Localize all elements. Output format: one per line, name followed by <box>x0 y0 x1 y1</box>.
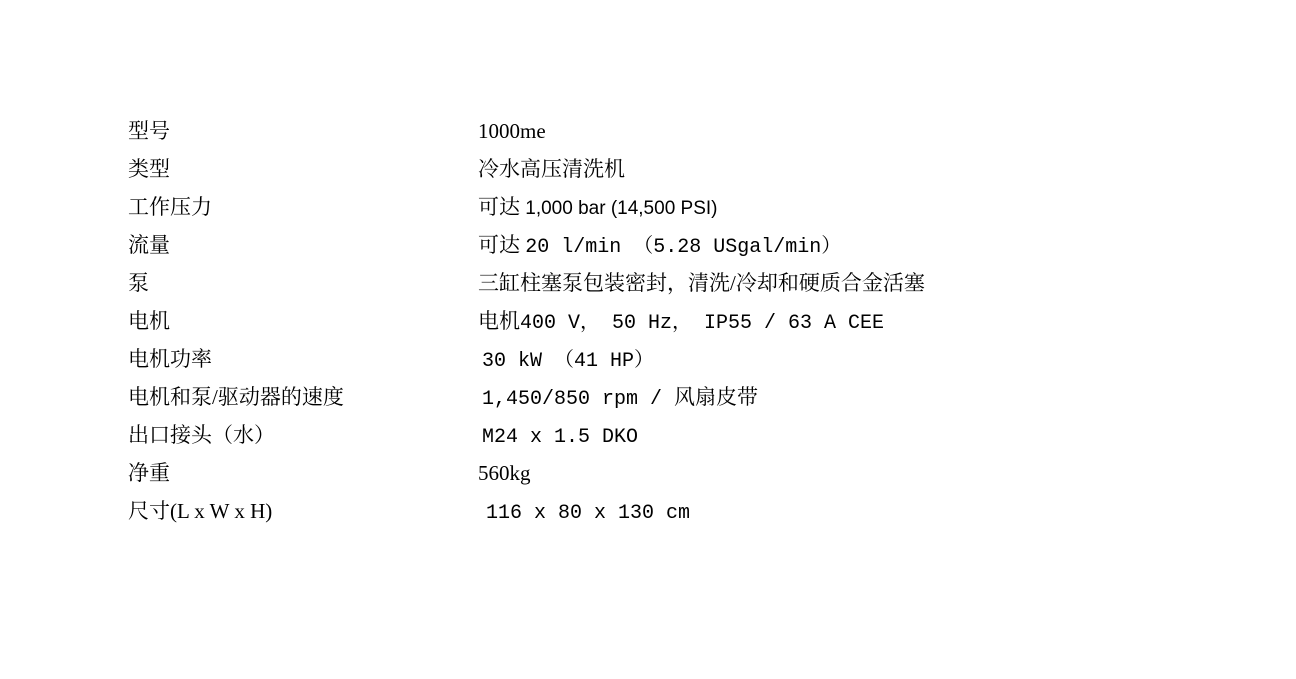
spec-value: 冷水高压清洗机 <box>478 157 625 181</box>
spec-label: 电机 <box>128 309 170 333</box>
spec-value: 116 x 80 x 130 cm <box>486 502 691 525</box>
spec-label: 净重 <box>128 461 170 485</box>
spec-value <box>478 302 1178 343</box>
table-row <box>128 454 1178 492</box>
table-row <box>128 340 1178 378</box>
table-row <box>128 264 1178 302</box>
spec-value <box>478 188 1178 228</box>
spec-value-cjk: 可达 <box>478 195 526 219</box>
spec-value-latin: 1,000 bar (14,500 PSI) <box>525 198 718 219</box>
spec-label: 工作压力 <box>128 195 212 219</box>
table-row <box>128 378 1178 416</box>
spec-label: 流量 <box>128 233 170 257</box>
spec-value <box>478 378 1178 419</box>
spec-value-latin: 20 l/min （5.28 USgal/min） <box>525 236 842 259</box>
table-row <box>128 492 1178 530</box>
spec-value-cjk: 电机 <box>478 309 520 333</box>
table-row <box>128 416 1178 454</box>
spec-value: M24 x 1.5 DKO <box>482 426 639 449</box>
spec-value: 560kg <box>478 461 531 485</box>
spec-label: 电机和泵/驱动器的速度 <box>128 385 344 409</box>
spec-value-cjk: 可达 <box>478 233 526 257</box>
spec-label: 泵 <box>128 271 149 295</box>
spec-value: 1000me <box>478 119 546 143</box>
spec-label: 电机功率 <box>128 347 212 371</box>
table-row <box>128 188 1178 226</box>
spec-label: 类型 <box>128 157 170 181</box>
specification-table <box>128 112 1178 530</box>
spec-value-cjk: 风扇皮带 <box>674 385 759 409</box>
spec-label: 出口接头（水） <box>128 423 275 447</box>
table-row <box>128 302 1178 340</box>
table-row <box>128 226 1178 264</box>
spec-value-latin: 400 V， 50 Hz， IP55 / 63 A CEE <box>520 312 885 335</box>
spec-value: 三缸柱塞泵包装密封，清洗/冷却和硬质合金活塞 <box>478 271 925 295</box>
spec-label: 尺寸(L x W x H) <box>128 499 273 523</box>
spec-value-latin: 1,450/850 rpm / <box>482 388 675 411</box>
spec-value <box>478 226 1178 267</box>
spec-label: 型号 <box>128 119 170 143</box>
table-row <box>128 150 1178 188</box>
spec-value: 30 kW （41 HP） <box>482 350 655 373</box>
table-row <box>128 112 1178 150</box>
